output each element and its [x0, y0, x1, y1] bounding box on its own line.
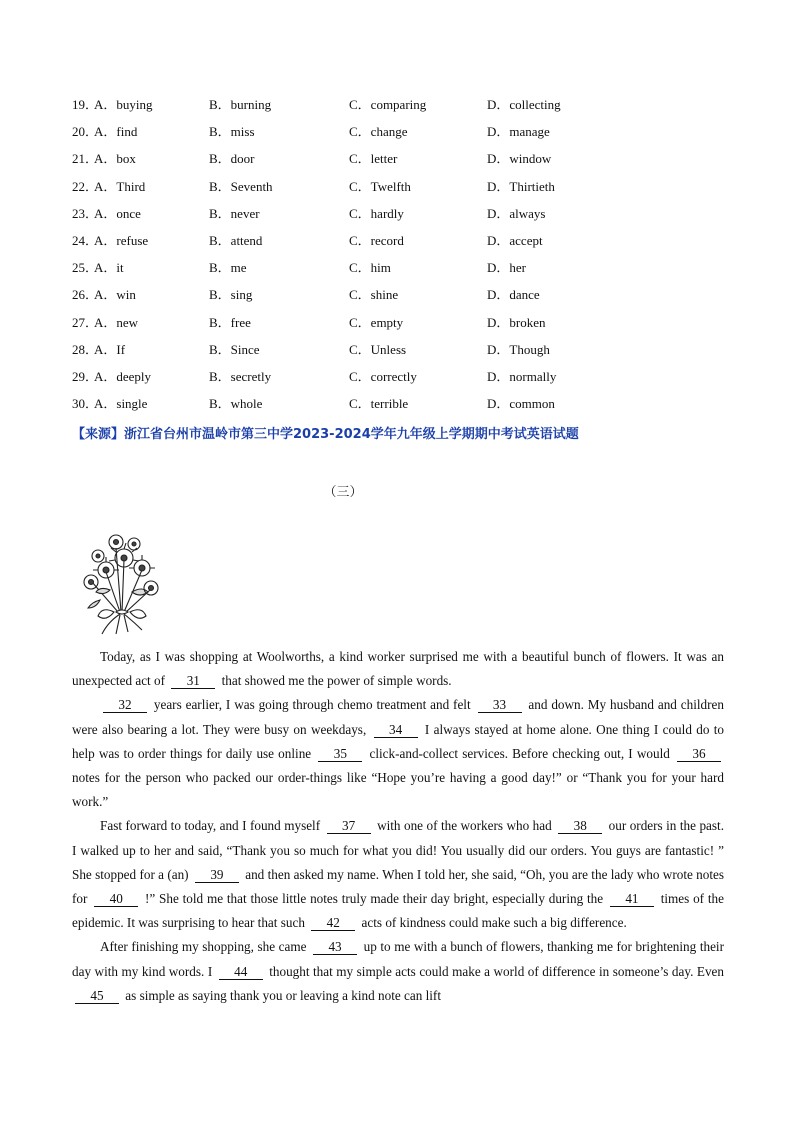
- paragraph-1: [72, 645, 724, 693]
- option-d: D．her: [487, 260, 526, 276]
- passage-text: thought that my simple acts could make a world of difference in someone’s day. Even: [265, 963, 724, 979]
- option-d: D．window: [487, 151, 552, 167]
- option-b: B．door: [209, 151, 255, 167]
- passage-text: and down. My husband and children were also bearing a lot. They were busy on weekdays,: [72, 697, 724, 737]
- option-a: A．once: [94, 205, 141, 221]
- passage-text: as simple as saying thank you or leaving a kind note can lift: [122, 987, 441, 1003]
- blank-43: 43: [313, 939, 357, 955]
- option-a: A．If: [94, 341, 126, 357]
- option-d: D．Thirtieth: [487, 178, 555, 194]
- question-number: 30．: [72, 396, 99, 412]
- option-c: C．empty: [349, 314, 404, 330]
- option-b: B．miss: [209, 124, 255, 140]
- question-number: 28．: [72, 341, 99, 357]
- question-number: 29．: [72, 368, 99, 384]
- blank-40: 40: [94, 891, 138, 907]
- question-number: 22．: [72, 178, 99, 194]
- option-b: B．whole: [209, 396, 263, 412]
- option-b: B．attend: [209, 232, 263, 248]
- passage-text: After finishing my shopping, she came: [100, 939, 311, 955]
- option-a: A．it: [94, 260, 124, 276]
- passage-text: and then asked my name. When I told her, she said, “Oh, you are the lady who wrote notes for: [72, 866, 724, 907]
- option-d: D．common: [487, 396, 555, 412]
- option-d: D．dance: [487, 287, 540, 303]
- section-title: （三）: [323, 485, 363, 500]
- option-c: C．shine: [349, 287, 399, 303]
- blank-32: 32: [103, 697, 147, 713]
- option-c: C．Unless: [349, 341, 407, 357]
- option-b: B．me: [209, 260, 247, 276]
- option-b: B．free: [209, 314, 251, 330]
- blank-36: 36: [677, 746, 721, 762]
- question-number: 26．: [72, 287, 99, 303]
- passage-text: that showed me the power of simple words.: [218, 673, 452, 689]
- passage-text: Today, as I was shopping at Woolworths, a kind worker surprised me with a beautiful bunch of flowers. It was an unexpected act of: [72, 649, 724, 689]
- passage-text: click-and-collect services. Before checking out, I would: [365, 745, 674, 761]
- option-c: C．terrible: [349, 396, 409, 412]
- paragraph-3: [72, 814, 724, 935]
- blank-38: 38: [558, 818, 602, 834]
- option-b: B．Since: [209, 341, 260, 357]
- option-c: C．record: [349, 232, 404, 248]
- option-b: B．burning: [209, 97, 272, 112]
- option-d: D．normally: [487, 368, 557, 384]
- option-b: B．sing: [209, 287, 253, 303]
- option-d: D．always: [487, 205, 546, 221]
- blank-34: 34: [374, 722, 418, 738]
- blank-42: 42: [311, 915, 355, 931]
- passage-text: Fast forward to today, and I found myself: [100, 818, 324, 834]
- option-a: A．win: [94, 287, 136, 303]
- question-number: 25．: [72, 260, 99, 276]
- option-a: A．deeply: [94, 368, 152, 384]
- paragraph-2: [72, 693, 724, 814]
- option-b: B．never: [209, 205, 260, 221]
- question-number: 23．: [72, 205, 99, 221]
- blank-39: 39: [195, 867, 239, 883]
- option-d: D．collecting: [487, 97, 561, 112]
- passage-text: !” She told me that those little notes truly made their day bright, especially during the: [141, 891, 607, 907]
- passage-text: years earlier, I was going through chemo treatment and felt: [150, 697, 475, 713]
- option-a: A．refuse: [94, 232, 149, 248]
- question-number: 24．: [72, 232, 99, 248]
- cloze-passage: [72, 645, 724, 1008]
- blank-41: 41: [610, 891, 654, 907]
- passage-text: I always stayed at home alone. One thing I could do to help was to order things for daily use online: [72, 721, 724, 761]
- question-number: 20．: [72, 124, 99, 140]
- blank-37: 37: [327, 818, 371, 834]
- paragraph-4: [72, 935, 724, 1008]
- passage-text: with one of the workers who had: [373, 818, 556, 834]
- blank-33: 33: [478, 697, 522, 713]
- option-d: D．broken: [487, 314, 546, 330]
- question-number: 21．: [72, 151, 99, 167]
- option-a: A．new: [94, 314, 139, 330]
- option-c: C．him: [349, 260, 391, 276]
- option-c: C．hardly: [349, 205, 404, 221]
- option-a: A．Third: [94, 178, 146, 194]
- source-note: 【来源】浙江省台州市温岭市第三中学2023-2024学年九年级上学期期中考试英语试题: [72, 427, 579, 442]
- option-d: D．manage: [487, 124, 550, 140]
- blank-45: 45: [75, 988, 119, 1004]
- passage-text: up to me with a bunch of flowers, thanking me for brightening their day with my kind words. I: [72, 939, 724, 979]
- option-a: A．find: [94, 124, 138, 140]
- option-a: A．box: [94, 151, 136, 167]
- option-c: C．letter: [349, 151, 398, 167]
- option-b: B．secretly: [209, 368, 272, 384]
- option-c: C．correctly: [349, 368, 417, 384]
- passage-text: notes for the person who packed our order-things like “Hope you’re having a good day!” or “Thank you for your hard work.”: [72, 770, 724, 810]
- option-a: A．single: [94, 396, 148, 412]
- option-c: C．change: [349, 124, 408, 140]
- option-c: C．Twelfth: [349, 178, 411, 194]
- option-a: A．buying: [94, 97, 153, 112]
- flower-bouquet-illustration: [76, 520, 162, 638]
- passage-text: times of the epidemic. It was surprising to hear that such: [72, 891, 724, 931]
- blank-31: 31: [171, 673, 215, 689]
- passage-text: acts of kindness could make such a big difference.: [358, 915, 627, 931]
- question-number: 19．: [72, 97, 99, 112]
- option-b: B．Seventh: [209, 178, 273, 194]
- option-d: D．Though: [487, 341, 550, 357]
- passage-text: our orders in the past. I walked up to her and said, “Thank you so much for what you did! You usually did our orders. You guys are fantastic! ” She stopped for a (an): [72, 818, 724, 882]
- blank-44: 44: [219, 964, 263, 980]
- option-c: C．comparing: [349, 97, 427, 112]
- option-d: D．accept: [487, 232, 543, 248]
- question-number: 27．: [72, 314, 99, 330]
- blank-35: 35: [318, 746, 362, 762]
